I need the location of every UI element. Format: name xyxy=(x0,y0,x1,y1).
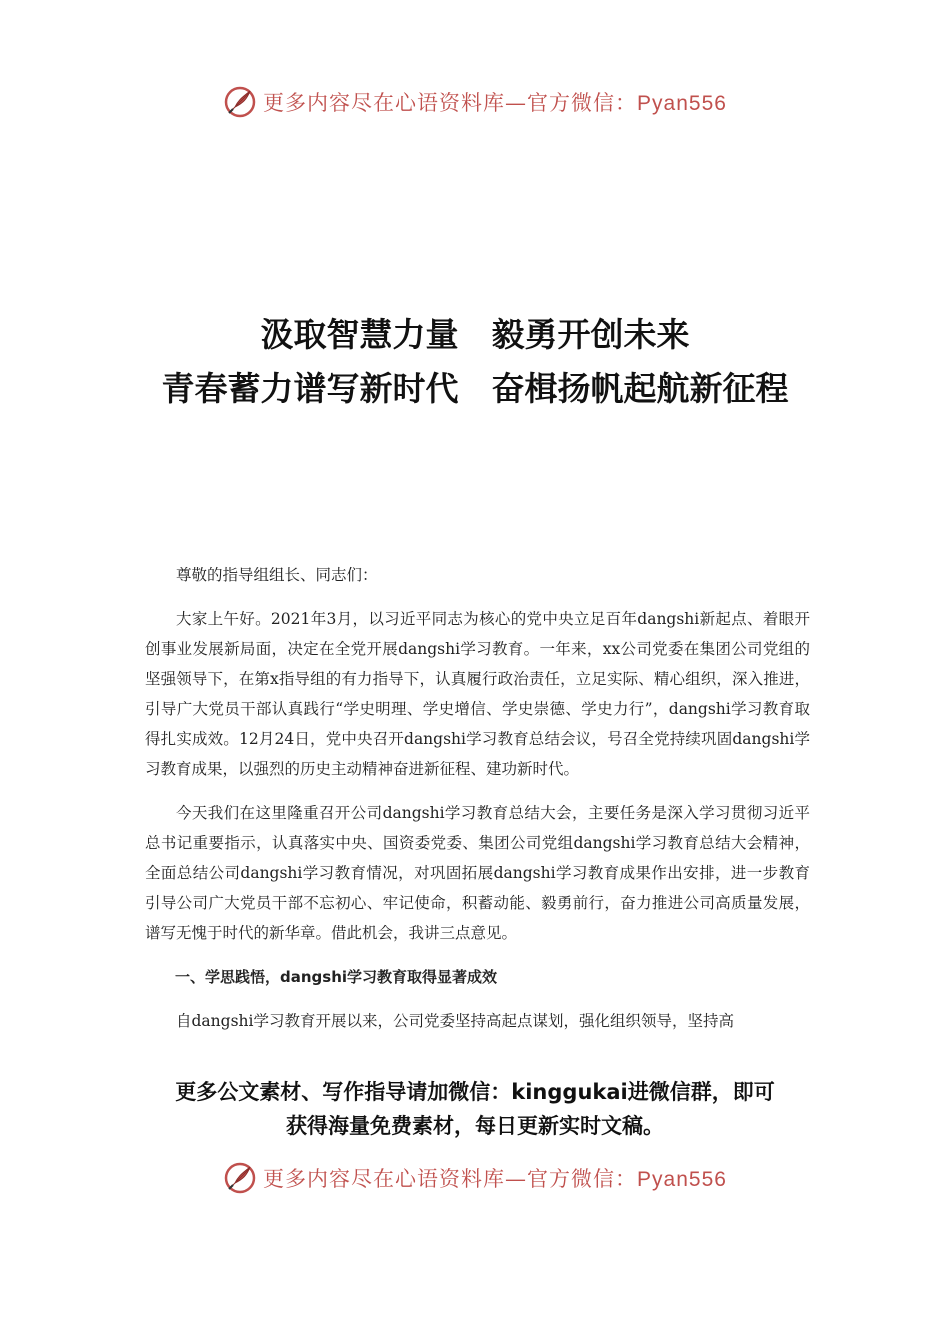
promo-notice xyxy=(100,1075,850,1143)
header-watermark xyxy=(0,82,950,122)
quill-logo-icon xyxy=(223,85,257,119)
promo-line-2: 获得海量免费素材，每日更新实时文稿。 xyxy=(286,1114,664,1138)
watermark-text: 更多内容尽在心语资料库—官方微信：Pyan556 xyxy=(263,91,727,115)
title-line-2: 青春蓄力谱写新时代 奋楫扬帆起航新征程 xyxy=(161,369,789,408)
title-line-1: 汲取智慧力量 毅勇开创未来 xyxy=(260,315,690,354)
paragraph: 今天我们在这里隆重召开公司dangshi学习教育总结大会，主要任务是深入学习贯彻习近平总书记重要指示，认真落实中央、国资委党委、集团公司党组dangshi学习教育总结大会精神，全面总结公司dangshi学习教育情况，对巩固拓展dangshi学习教育成果作出安排，进一步教育引导公司广大党员干部不忘初心、牢记使命，积蓄动能、毅勇前行，奋力推进公司高质量发展，谱写无愧于时代的新华章。借此机会，我讲三点意见。 xyxy=(145,804,810,942)
watermark-wechat-id: Pyan556 xyxy=(637,1168,727,1191)
quill-logo-icon xyxy=(223,1161,257,1195)
footer-watermark xyxy=(0,1158,950,1198)
paragraph: 自dangshi学习教育开展以来，公司党委坚持高起点谋划，强化组织领导，坚持高 xyxy=(176,1012,734,1030)
section-heading: 一、学思践悟，dangshi学习教育取得显著成效 xyxy=(175,968,498,986)
watermark-wechat-id: Pyan556 xyxy=(637,92,727,115)
salutation: 尊敬的指导组组长、同志们： xyxy=(176,566,378,584)
paragraph: 大家上午好。2021年3月，以习近平同志为核心的党中央立足百年dangshi新起点、着眼开创事业发展新局面，决定在全党开展dangshi学习教育。一年来，xx公司党委在集团公司党组的坚强领导下，在第x指导组的有力指导下，认真履行政治责任，立足实际、精心组织，深入推进，引导广大党员干部认真践行“学史明理、学史增信、学史崇德、学史力行”，dangshi学习教育取得扎实成效。12月24日，党中央召开dangshi学习教育总结会议，号召全党持续巩固dangshi学习教育成果，以强烈的历史主动精神奋进新征程、建功新时代。 xyxy=(145,610,810,778)
watermark-text: 更多内容尽在心语资料库—官方微信：Pyan556 xyxy=(263,1167,727,1191)
document-body xyxy=(145,560,810,1050)
document-title xyxy=(150,305,800,413)
promo-line-1: 更多公文素材、写作指导请加微信：kinggukai进微信群，即可 xyxy=(175,1080,775,1104)
